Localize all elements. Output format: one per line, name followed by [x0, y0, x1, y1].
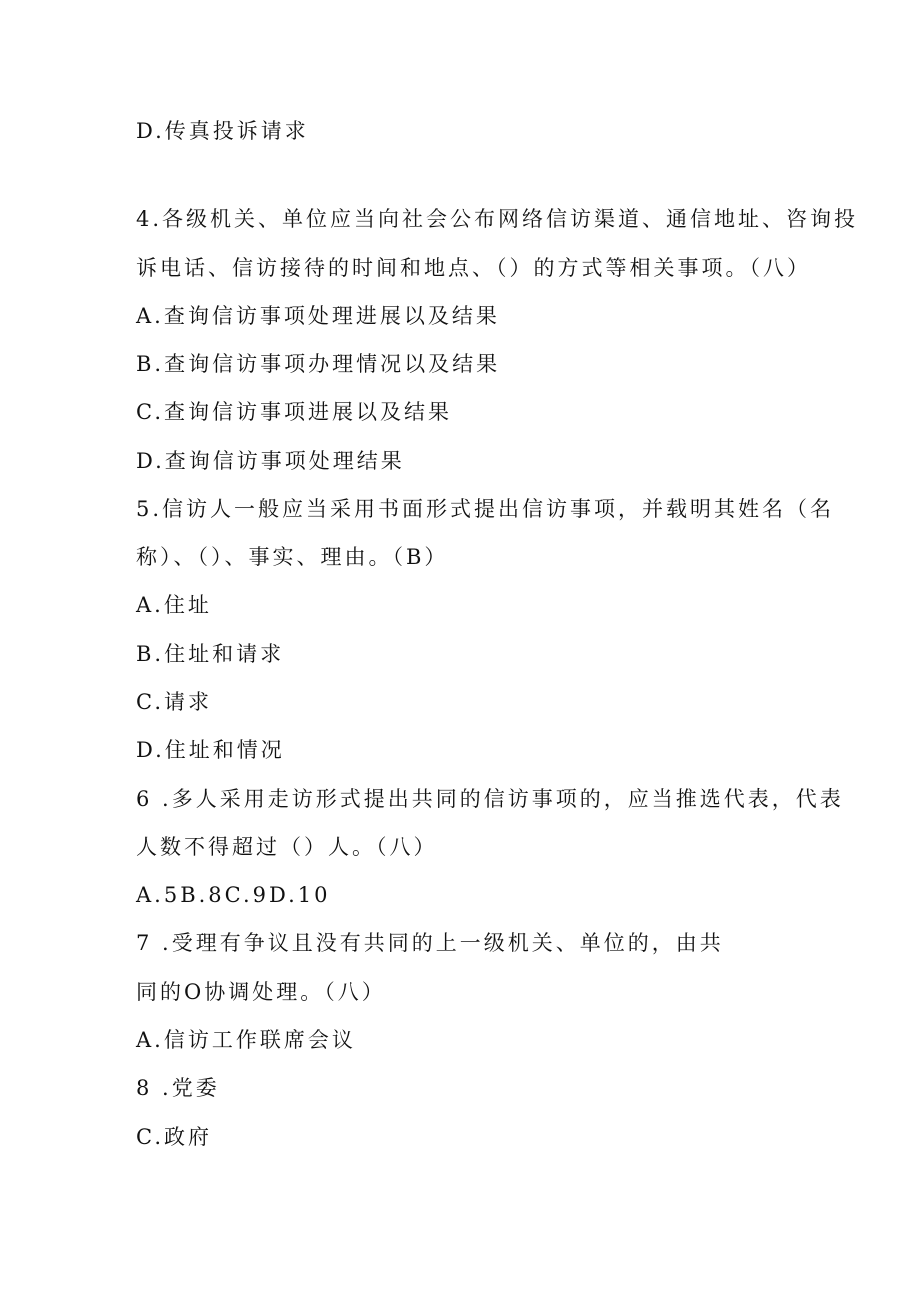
q5-option-d: D.住址和情况	[136, 738, 285, 762]
q5-stem-line-2: 称）、（）、事实、理由。（B）	[136, 545, 449, 569]
q5-stem-line-1: 5.信访人一般应当采用书面形式提出信访事项，并载明其姓名（名	[136, 497, 835, 521]
q4-option-a: A.查询信访事项处理进展以及结果	[136, 304, 500, 328]
q8-line: 8 .党委	[136, 1076, 220, 1100]
q3-option-d: D.传真投诉请求	[136, 119, 309, 143]
q4-stem-line-1: 4.各级机关、单位应当向社会公布网络信访渠道、通信地址、咨询投	[136, 207, 859, 231]
q7-option-a: A.信访工作联席会议	[136, 1028, 356, 1052]
q5-option-b: B.住址和请求	[136, 642, 285, 666]
q7-stem-line-2: 同的O协调处理。（八）	[136, 980, 386, 1004]
option-c-government: C.政府	[136, 1125, 212, 1149]
q6-stem-line-1: 6 .多人采用走访形式提出共同的信访事项的，应当推选代表，代表	[136, 787, 844, 811]
q4-stem-line-2: 诉电话、信访接待的时间和地点、（）的方式等相关事项。（八）	[136, 256, 811, 280]
q4-option-c: C.查询信访事项进展以及结果	[136, 400, 452, 424]
q5-option-c: C.请求	[136, 690, 212, 714]
q4-option-d: D.查询信访事项处理结果	[136, 449, 405, 473]
q6-options: A.5B.8C.9D.10	[136, 883, 331, 907]
q5-option-a: A.住址	[136, 593, 212, 617]
q6-stem-line-2: 人数不得超过（）人。（八）	[136, 835, 438, 859]
q4-option-b: B.查询信访事项办理情况以及结果	[136, 352, 501, 376]
q7-stem-line-1: 7 .受理有争议且没有共同的上一级机关、单位的，由共	[136, 931, 724, 955]
